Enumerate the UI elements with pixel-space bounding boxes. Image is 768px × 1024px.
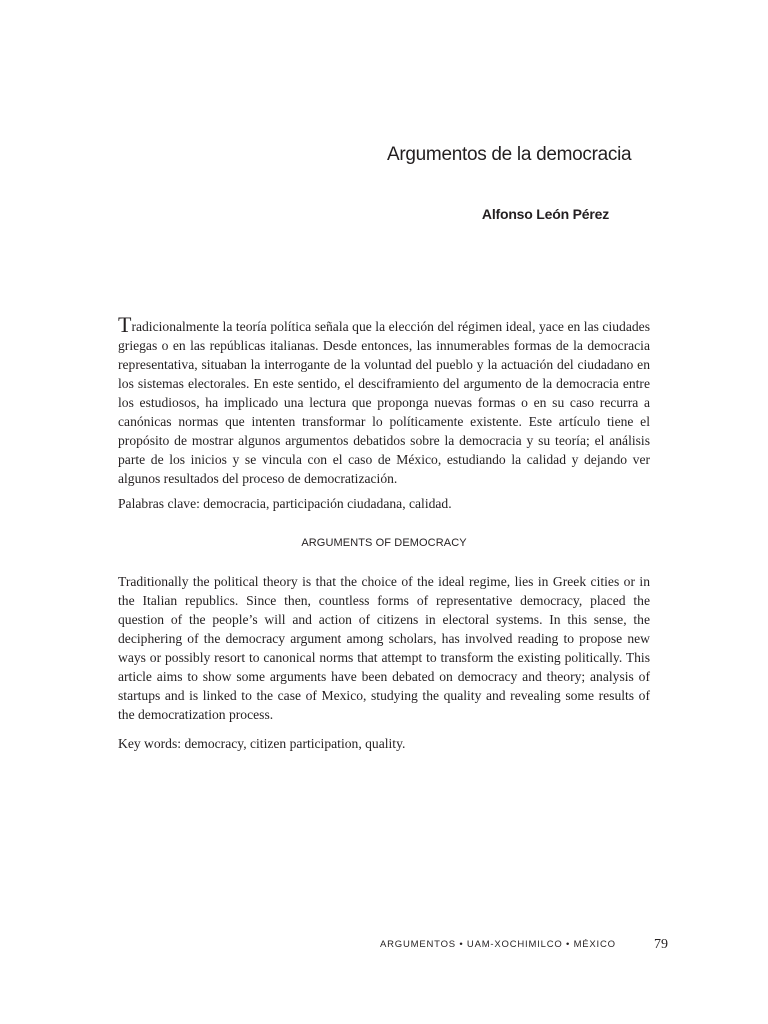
spanish-abstract <box>118 314 650 488</box>
page-number: 79 <box>654 937 668 952</box>
english-title: ARGUMENTS OF DEMOCRACY <box>301 537 467 549</box>
spanish-abstract-text: radicionalmente la teoría política señala que la elección del régimen ideal, yace en las ciudades griegas o en las repúblicas italianas. Desde entonces, las innumerables formas de la democracia representativa, situaban la interrogante de la voluntad del pueblo y la actuación del ciudadano en los sistemas electorales. En este sentido, el desciframiento del argumento de la democracia entre los estudiosos, ha implicado una lectura que proponga nuevas formas o en su caso recurra a canónicas normas que intenten transformar lo políticamente existente. Este artículo tiene el propósito de mostrar algunos argumentos debatidos sobre la democracia y su teoría; el análisis parte de los inicios y se vincula con el caso de México, estudiando la calidad y dejando ver algunos resultados del proceso de democratización. <box>118 319 650 486</box>
spanish-keywords: Palabras clave: democracia, participación ciudadana, calidad. <box>118 496 452 511</box>
article-author: Alfonso León Pérez <box>481 206 609 222</box>
dropcap: T <box>118 312 132 337</box>
running-footer: ARGUMENTOS • UAM-XOCHIMILCO • MÉXICO <box>380 939 616 950</box>
article-title: Argumentos de la democracia <box>387 144 632 165</box>
english-abstract: Traditionally the political theory is that the choice of the ideal regime, lies in Greek cities or in the Italian republics. Since then, countless forms of representative democracy, placed the question of the people’s will and action of citizens in electoral systems. In this sense, the deciphering of the democracy argument among scholars, has involved reading to propose new ways or possibly resort to canonical norms that attempt to transform the existing politically. This article aims to show some arguments have been debated on democracy and theory; analysis of startups and is linked to the case of Mexico, studying the quality and revealing some results of the democratization process. <box>118 574 650 722</box>
english-keywords: Key words: democracy, citizen participation, quality. <box>118 736 406 751</box>
